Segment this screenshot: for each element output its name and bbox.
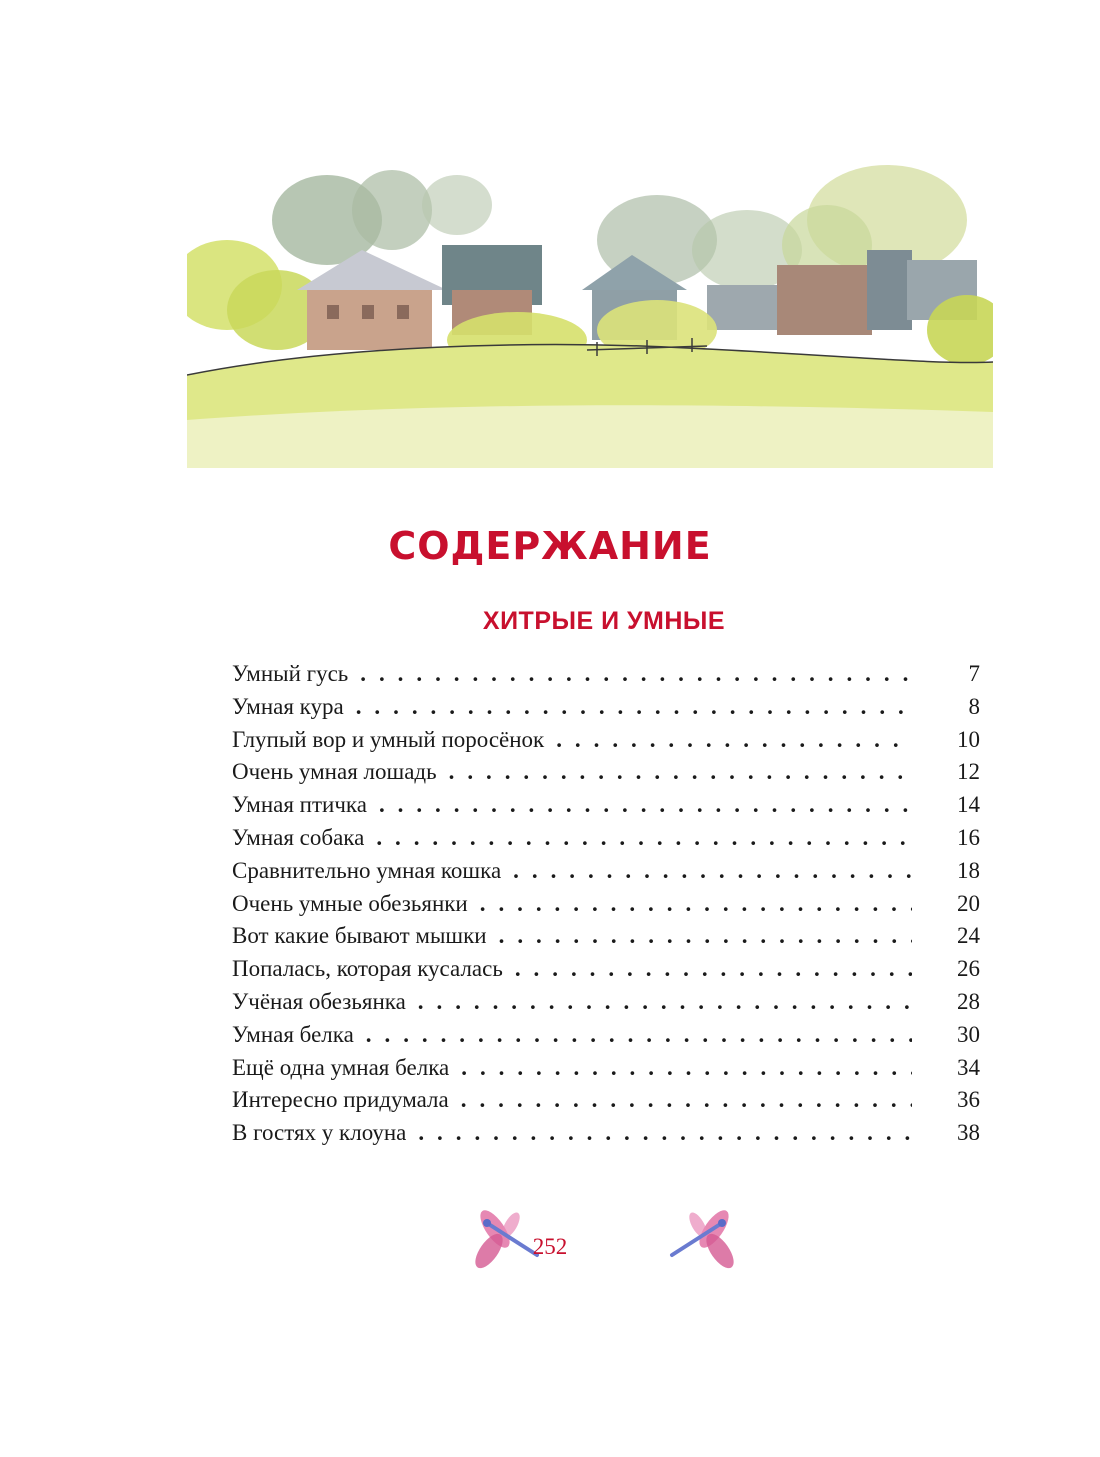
toc-entry-title: Очень умная лошадь bbox=[232, 759, 437, 785]
toc-entry[interactable] bbox=[232, 694, 980, 727]
toc-entry-page: 26 bbox=[957, 956, 980, 982]
dot-leader bbox=[376, 825, 912, 851]
toc-entry-title: Очень умные обезьянки bbox=[232, 890, 468, 916]
toc-entry-title: Глупый вор и умный поросёнок bbox=[232, 726, 545, 752]
dot-leader bbox=[418, 989, 912, 1015]
toc-entry-title: Умная собака bbox=[232, 824, 365, 850]
toc-entry[interactable] bbox=[232, 792, 980, 825]
dot-leader bbox=[513, 858, 912, 884]
toc-entry-page: 18 bbox=[957, 857, 980, 883]
dot-leader bbox=[480, 891, 912, 917]
dot-leader bbox=[461, 1055, 912, 1081]
dot-leader bbox=[366, 1022, 912, 1048]
toc-entry-page: 20 bbox=[957, 890, 980, 916]
toc-entry-title: Вот какие бывают мышки bbox=[232, 923, 487, 949]
toc-entry[interactable] bbox=[232, 923, 980, 956]
toc-entry-page: 38 bbox=[957, 1120, 980, 1146]
table-of-contents bbox=[232, 661, 980, 1153]
toc-entry-title: Умный гусь bbox=[232, 661, 349, 686]
toc-entry-title: Умная кура bbox=[232, 693, 344, 719]
dot-leader bbox=[461, 1087, 912, 1113]
toc-entry-title: Умная птичка bbox=[232, 792, 367, 818]
dot-leader bbox=[379, 792, 912, 818]
dot-leader bbox=[515, 956, 912, 982]
page-number: 252 bbox=[532, 1234, 568, 1259]
toc-entry-page: 14 bbox=[957, 792, 980, 818]
village-landscape-watercolor-icon bbox=[187, 150, 993, 468]
toc-entry[interactable] bbox=[232, 891, 980, 924]
dot-leader bbox=[449, 759, 912, 785]
toc-entry[interactable] bbox=[232, 1055, 980, 1088]
toc-entry[interactable] bbox=[232, 759, 980, 792]
dot-leader bbox=[499, 923, 912, 949]
toc-entry-page: 10 bbox=[957, 726, 980, 752]
toc-entry-page: 30 bbox=[957, 1021, 980, 1047]
toc-entry-title: Умная белка bbox=[232, 1021, 354, 1047]
toc-entry[interactable] bbox=[232, 1087, 980, 1120]
toc-entry[interactable] bbox=[232, 989, 980, 1022]
toc-entry-page: 36 bbox=[957, 1087, 980, 1113]
toc-entry-page: 16 bbox=[957, 824, 980, 850]
section-title: ХИТРЫЕ И УМНЫЕ bbox=[482, 607, 726, 635]
toc-entry[interactable] bbox=[232, 858, 980, 891]
toc-entry-page: 12 bbox=[957, 759, 980, 785]
toc-entry-title: Ещё одна умная белка bbox=[232, 1054, 450, 1080]
toc-entry-page: 8 bbox=[968, 693, 980, 719]
toc-entry-page: 7 bbox=[968, 661, 980, 686]
toc-entry[interactable] bbox=[232, 727, 980, 760]
dot-leader bbox=[418, 1120, 912, 1146]
toc-entry-page: 24 bbox=[957, 923, 980, 949]
toc-entry-title: Учёная обезьянка bbox=[232, 988, 406, 1014]
dot-leader bbox=[356, 694, 912, 720]
toc-entry-title: Сравнительно умная кошка bbox=[232, 857, 502, 883]
toc-entry[interactable] bbox=[232, 1120, 980, 1153]
dot-leader bbox=[360, 661, 912, 687]
toc-entry[interactable] bbox=[232, 1022, 980, 1055]
toc-entry-page: 28 bbox=[957, 988, 980, 1014]
toc-entry[interactable] bbox=[232, 956, 980, 989]
toc-entry[interactable] bbox=[232, 661, 980, 694]
page-title: СОДЕРЖАНИЕ bbox=[388, 524, 712, 568]
village-landscape-illustration bbox=[187, 150, 993, 468]
toc-entry-title: Интересно придумала bbox=[232, 1087, 449, 1113]
toc-entry[interactable] bbox=[232, 825, 980, 858]
toc-entry-title: Попалась, которая кусалась bbox=[232, 956, 503, 982]
toc-entry-page: 34 bbox=[957, 1054, 980, 1080]
dot-leader bbox=[556, 727, 912, 753]
toc-entry-title: В гостях у клоуна bbox=[232, 1120, 407, 1146]
page-footer bbox=[0, 1205, 1100, 1275]
